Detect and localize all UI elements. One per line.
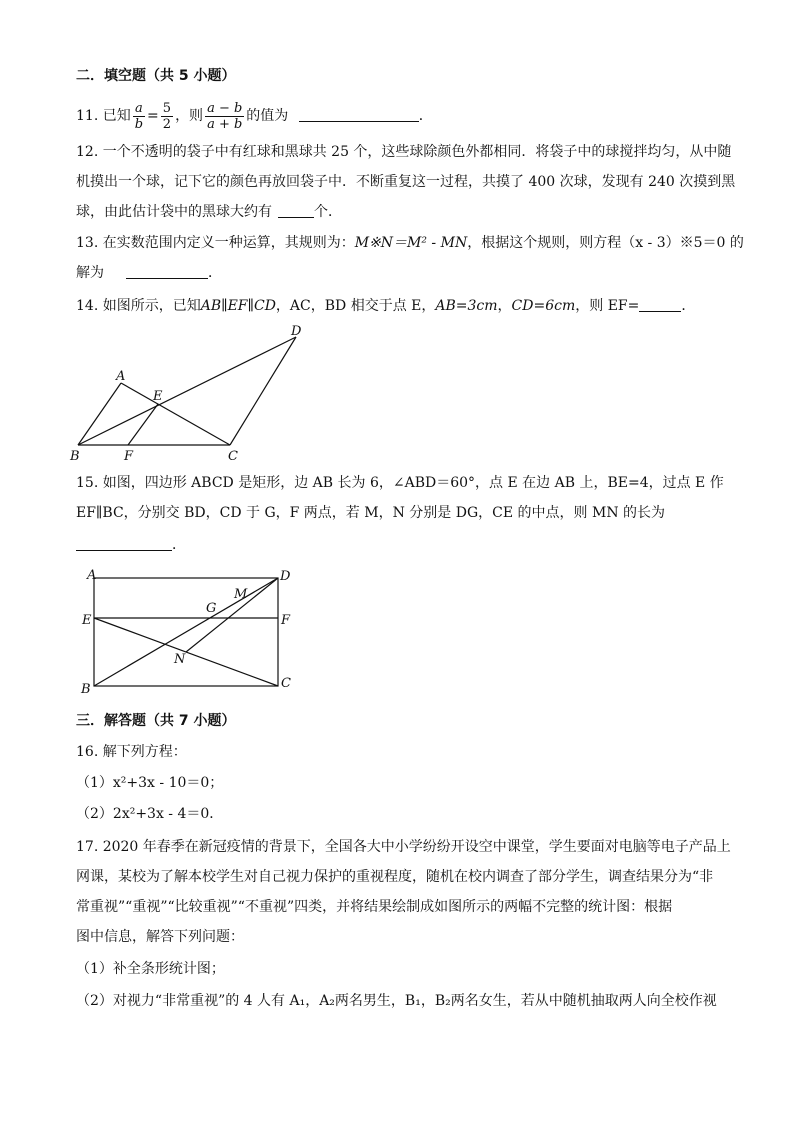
fraction-5-over-2: $\frac{5}{2}$ xyxy=(162,100,172,132)
label-B: B xyxy=(81,682,91,697)
answer-blank-14[interactable] xyxy=(639,297,681,312)
label-D: D xyxy=(280,569,291,584)
label-D: D xyxy=(291,324,302,339)
label-E: E xyxy=(153,389,163,404)
q16-part-2: （2）2x²+3x - 4＝0． xyxy=(76,806,224,822)
q11-pre: 已知 xyxy=(102,108,131,124)
label-B: B xyxy=(70,449,80,464)
label-M: M xyxy=(234,587,248,602)
label-A: A xyxy=(87,568,97,583)
segment-AB xyxy=(78,383,121,445)
answer-blank-15[interactable] xyxy=(76,536,172,551)
fraction-a-over-b: $\frac{a}{b}$ xyxy=(134,100,144,132)
question-14: 14. 如图所示，已知AB∥EF∥CD，AC，BD 相交于点 E，AB=3cm，CD=6cm，则 EF= ． xyxy=(76,298,696,314)
q15-line-2: EF∥BC，分别交 BD，CD 于 G，F 两点，若 M，N 分别是 DG，CE 的中点，则 MN 的长为 xyxy=(76,505,666,521)
q12-line-3: 球，由此估计袋中的黑球大约有 个． xyxy=(76,204,342,220)
question-11: 11. 已知 $\frac{a}{b}$ = $\frac{5}{2}$ ，则 $\frac{a - b}{a + b}$ 的值为 ． xyxy=(76,100,433,132)
label-C: C xyxy=(228,449,238,464)
q17-part-2: （2）对视力“非常重视”的 4 人有 A₁，A₂两名男生，B₁，B₂两名女生，若从中随机抽取两人向全校作视 xyxy=(76,993,717,1009)
q11-number: 11. xyxy=(76,108,99,124)
q12-line-2: 机摸出一个球，记下它的颜色再放回袋子中．不断重复这一过程，共摸了 400 次球，发现有 240 次摸到黑 xyxy=(76,174,736,190)
equals-sign: = xyxy=(147,108,159,124)
q15-line-3: ． xyxy=(76,536,186,554)
q17-line-3: 常重视”“重视”“比较重视”“不重视”四类，并将结果绘制成如图所示的两幅不完整的统计图：根据 xyxy=(76,899,673,915)
q17-line-2: 网课，某校为了解本校学生对自己视力保护的重视程度，随机在校内调查了部分学生，调查结果分为“非 xyxy=(76,869,714,885)
label-E: E xyxy=(82,613,92,628)
segment-EF xyxy=(128,404,158,445)
segment-AC xyxy=(121,383,230,445)
answer-blank-12[interactable] xyxy=(278,203,314,218)
q11-mid: ，则 xyxy=(175,108,204,124)
label-N: N xyxy=(174,652,186,667)
label-F: F xyxy=(281,613,291,628)
label-A: A xyxy=(116,369,126,384)
q17-line-1: 17. 2020 年春季在新冠疫情的背景下，全国各大中小学纷纷开设空中课堂，学生要面对电脑等电子产品上 xyxy=(76,839,731,855)
section-2-heading: 二．填空题（共 5 小题） xyxy=(76,68,236,84)
label-G: G xyxy=(206,601,217,616)
diagonal-BD xyxy=(94,578,278,686)
q12-line-1: 12. 一个不透明的袋子中有红球和黑球共 25 个，这些球除颜色外都相同．将袋子中的球搅拌均匀，从中随 xyxy=(76,144,732,160)
operation-rule: M※N＝M² - MN xyxy=(354,235,468,251)
figure-15 xyxy=(76,566,306,700)
q11-post: 的值为 xyxy=(246,108,289,124)
label-F: F xyxy=(124,449,134,464)
segment-MN xyxy=(186,578,278,652)
q16-title: 16. 解下列方程： xyxy=(76,744,187,760)
figure-14 xyxy=(66,322,316,464)
section-3-heading: 三．解答题（共 7 小题） xyxy=(76,713,236,729)
q13-line-2: 解为 ． xyxy=(76,265,222,281)
answer-blank-13[interactable] xyxy=(126,264,208,279)
q15-line-1: 15. 如图，四边形 ABCD 是矩形，边 AB 长为 6，∠ABD＝60°，点 E 在边 AB 上，BE=4，过点 E 作 xyxy=(76,475,724,491)
answer-blank-11[interactable] xyxy=(299,107,419,122)
q17-line-4: 图中信息，解答下列问题： xyxy=(76,929,244,945)
label-C: C xyxy=(281,676,291,691)
q16-part-1: （1）x²+3x - 10＝0； xyxy=(76,775,224,791)
q17-part-1: （1）补全条形统计图； xyxy=(76,961,225,977)
fraction-a-minus-b-over-a-plus-b: $\frac{a - b}{a + b}$ xyxy=(207,100,243,132)
q13-line-1: 13. 在实数范围内定义一种运算，其规则为：M※N＝M² - MN，根据这个规则，则方程（x - 3）※5＝0 的 xyxy=(76,235,744,251)
